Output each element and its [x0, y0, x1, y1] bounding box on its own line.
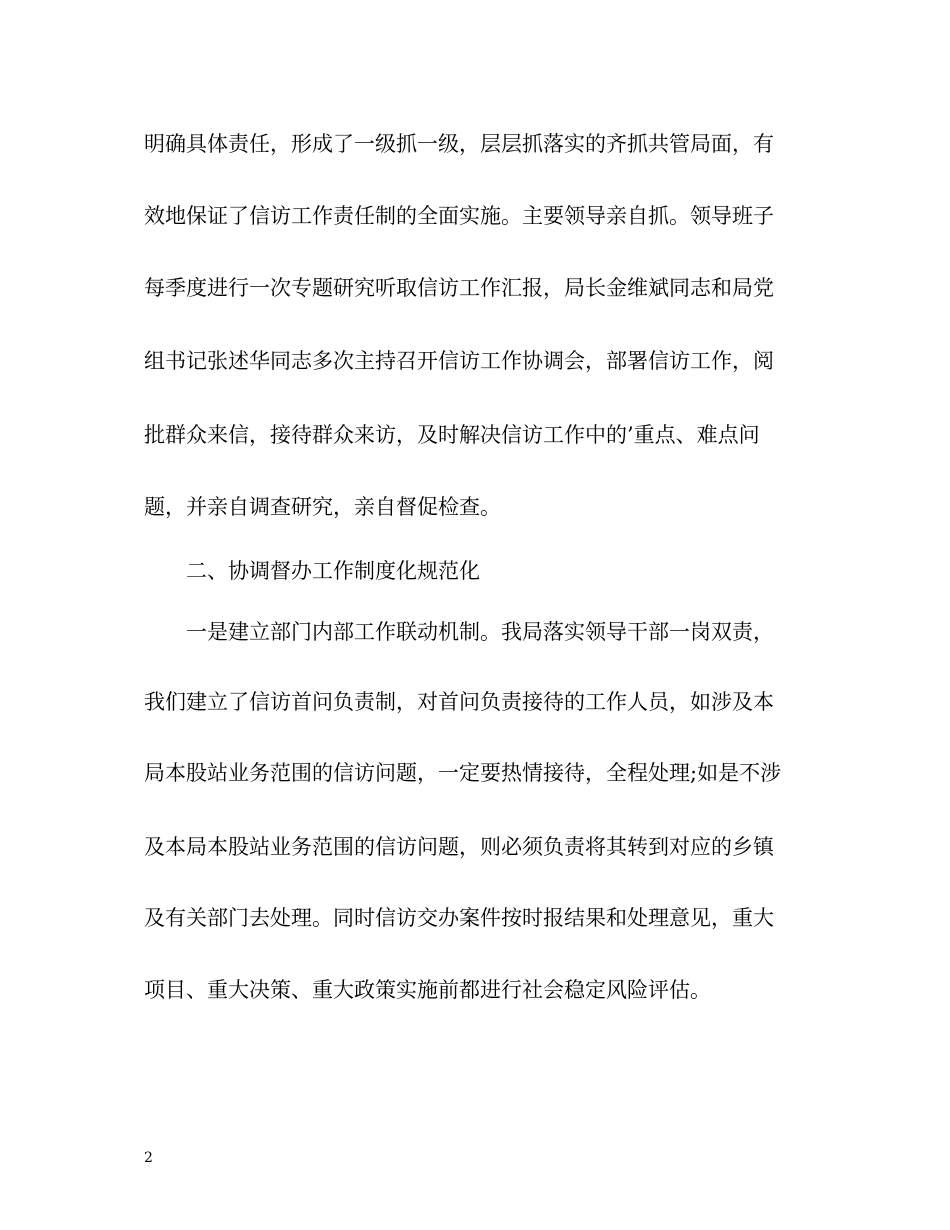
text-line-2: 效地保证了信访工作责任制的全面实施。主要领导亲自抓。领导班子	[144, 204, 774, 228]
text-line-8: 一是建立部门内部工作联动机制。我局落实领导干部一岗双责，	[186, 620, 774, 644]
text-line-4: 组书记张述华同志多次主持召开信访工作协调会，部署信访工作，阅	[144, 349, 774, 373]
text-line-9: 我们建立了信访首问负责制，对首问负责接待的工作人员，如涉及本	[144, 690, 774, 714]
text-line-1: 明确具体责任，形成了一级抓一级，层层抓落实的齐抓共管局面，有	[144, 132, 774, 156]
text-line-11: 及本局本股站业务范围的信访问题，则必须负责将其转到对应的乡镇	[144, 835, 774, 859]
section-heading: 二、协调督办工作制度化规范化	[186, 559, 480, 583]
text-line-6: 题，并亲自调查研究，亲自督促检查。	[144, 495, 501, 519]
page-number: 2	[144, 1150, 153, 1166]
text-line-12: 及有关部门去处理。同时信访交办案件按时报结果和处理意见，重大	[144, 906, 774, 930]
text-line-13: 项目、重大决策、重大政策实施前都进行社会稳定风险评估。	[144, 978, 711, 1002]
text-line-3: 每季度进行一次专题研究听取信访工作汇报，局长金维斌同志和局党	[144, 276, 774, 300]
text-line-5: 批群众来信，接待群众来访，及时解决信访工作中的’重点、难点问	[144, 423, 760, 447]
text-line-10: 局本股站业务范围的信访问题，一定要热情接待，全程处理;如是不涉	[144, 761, 782, 785]
